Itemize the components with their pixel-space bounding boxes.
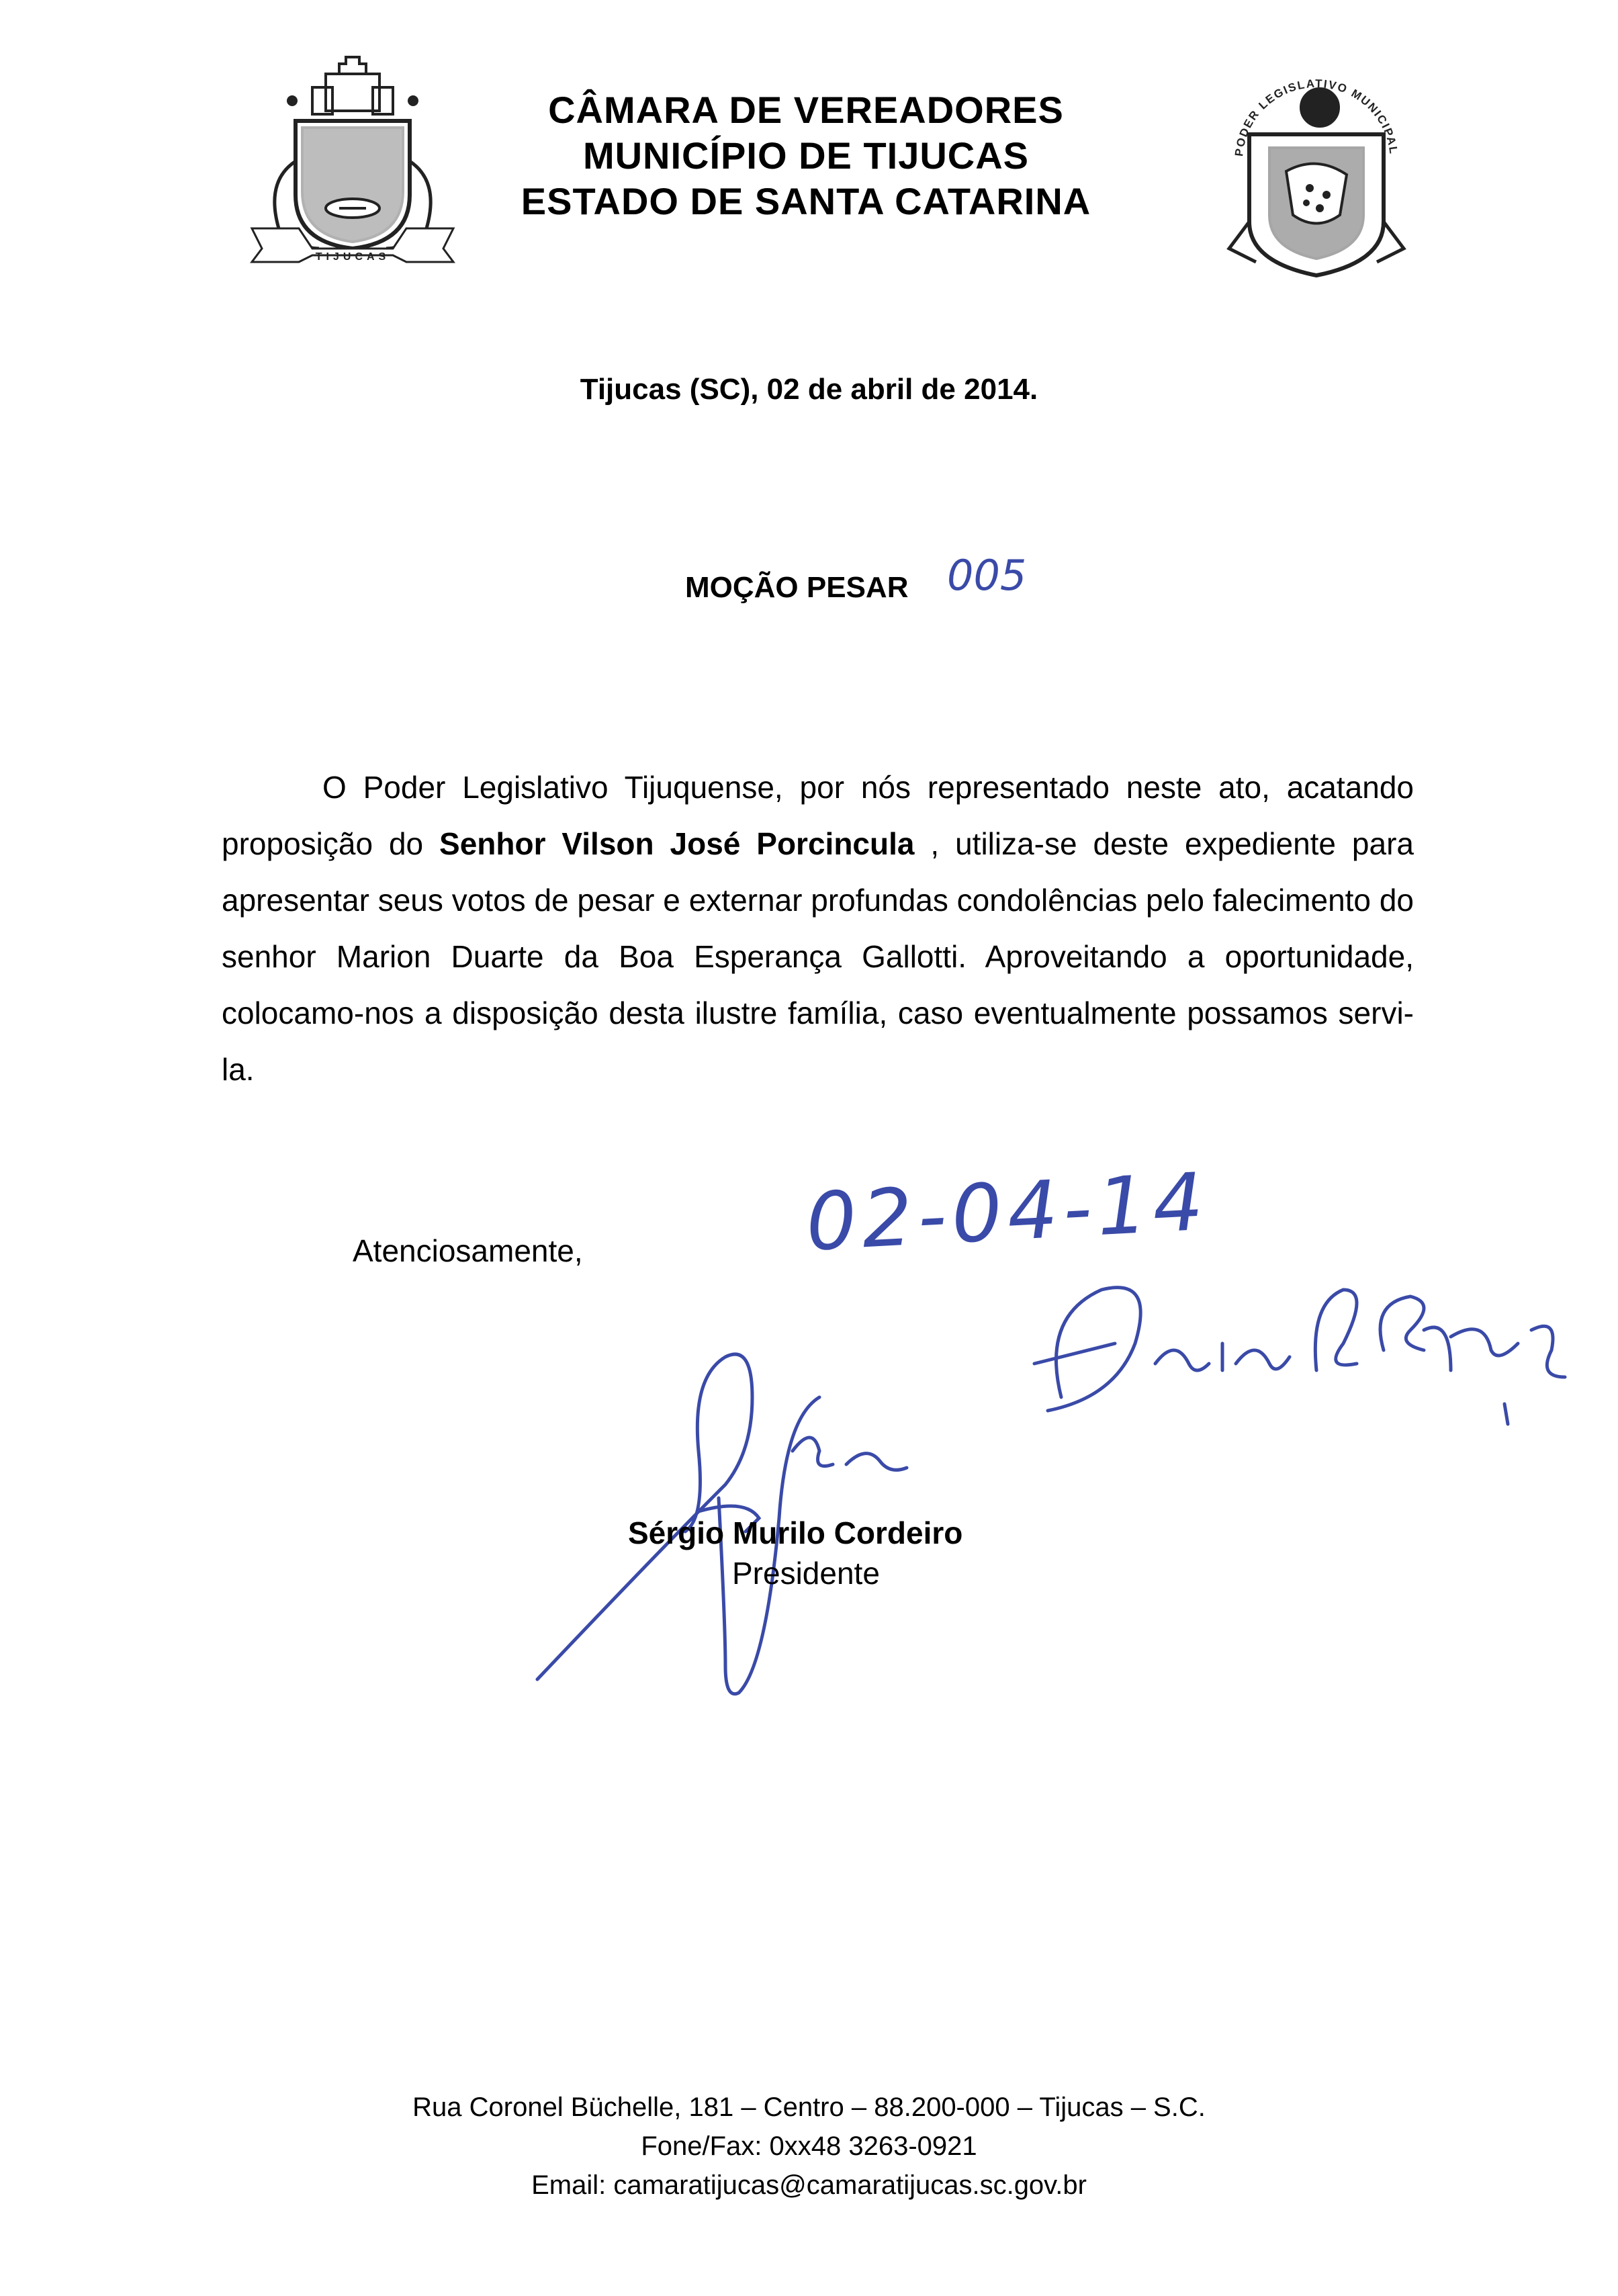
closing-greeting: Atenciosamente,: [353, 1233, 583, 1268]
motion-body-paragraph: [222, 759, 1414, 1098]
signer-role: Presidente: [732, 1556, 880, 1591]
handwritten-signature-secondary: [1021, 1263, 1592, 1438]
municipal-coat-of-arms: [238, 47, 467, 269]
footer-email: Email: camaratijucas@camaratijucas.sc.gov.br: [531, 2170, 1087, 2200]
legislative-seal: [1222, 60, 1410, 282]
motion-title: MOÇÃO PESAR: [685, 571, 909, 604]
body-text-part1: O Poder Legislativo Tijuquense, por nós representado neste ato, acatando proposição do: [222, 770, 1414, 861]
handwritten-date: 02-04-14: [803, 1155, 1211, 1269]
header-line-1: CÂMARA DE VEREADORES: [548, 89, 1064, 131]
header-line-2: MUNICÍPIO DE TIJUCAS: [582, 134, 1030, 177]
date-line: Tijucas (SC), 02 de abril de 2014.: [580, 373, 1038, 406]
right-seal-arc-textpath: PODER LEGISLATIVO MUNICIPAL: [1232, 77, 1400, 157]
proposer-name: Senhor Vilson José Porcincula: [439, 826, 915, 861]
motion-number-handwritten: 005: [947, 551, 1027, 600]
header-title-block: [470, 87, 1142, 224]
footer-address: Rua Coronel Büchelle, 181 – Centro – 88.200-000 – Tijucas – S.C.: [412, 2092, 1206, 2122]
motion-body: [222, 759, 1414, 1098]
body-text-part2: , utiliza-se deste expediente para apresentar seus votos de pesar e externar profundas condolências pelo falecimento do senhor Marion Duarte da Boa Esperança Gallotti. Aproveitando a oportunidade, colocamo-nos a disposição desta ilustre família, caso eventualmente possamos servi-la.: [222, 826, 1414, 1087]
signer-name: Sérgio Murilo Cordeiro: [628, 1515, 963, 1550]
footer-phone: Fone/Fax: 0xx48 3263-0921: [641, 2131, 977, 2161]
footer: [0, 2088, 1618, 2205]
left-seal-ribbon-text: TIJUCAS: [315, 251, 390, 263]
header-line-3: ESTADO DE SANTA CATARINA: [521, 180, 1091, 222]
